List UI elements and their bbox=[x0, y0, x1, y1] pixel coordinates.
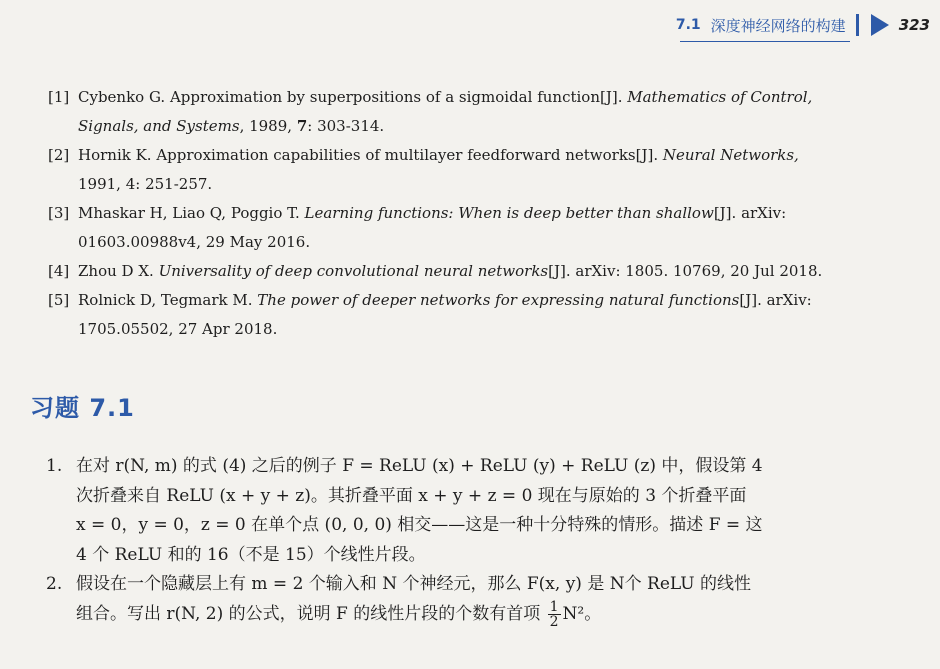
ref-text: Mhaskar H, Liao Q, Poggio T. bbox=[78, 204, 305, 222]
ref-title: Universality of deep convolutional neural networks bbox=[158, 262, 549, 280]
reference-number: [5] bbox=[48, 291, 70, 309]
ref-journal: Neural Networks, bbox=[662, 146, 799, 164]
problem-item bbox=[46, 452, 896, 570]
reference-number: [3] bbox=[48, 204, 70, 222]
ref-journal: Mathematics of Control, bbox=[627, 88, 813, 106]
ref-text: : 303-314. bbox=[307, 117, 385, 135]
header-arrow-icon bbox=[871, 14, 889, 36]
ref-text: [J]. arXiv: bbox=[739, 291, 812, 309]
page-number: 323 bbox=[898, 16, 930, 34]
problem-item bbox=[46, 570, 896, 629]
header-bar bbox=[856, 14, 859, 36]
problem-text: 在对 r(N, m) 的式 (4) 之后的例子 F = ReLU (x) + ReLU (y) + ReLU (z) 中，假设第 4 bbox=[76, 456, 763, 476]
reference-item bbox=[48, 199, 908, 257]
fraction-numerator: 1 bbox=[549, 598, 559, 615]
ref-journal: Signals, and Systems bbox=[78, 117, 240, 135]
problem-text: 4 个 ReLU 和的 16（不是 15）个线性片段。 bbox=[76, 544, 426, 565]
problem-number: 1. bbox=[46, 456, 63, 476]
reference-item bbox=[48, 141, 908, 199]
reference-number: [4] bbox=[48, 262, 70, 280]
ref-text: Cybenko G. Approximation by superpositions of a sigmoidal function[J]. bbox=[78, 88, 628, 106]
reference-number: [1] bbox=[48, 88, 70, 106]
problem-text: 次折叠来自 ReLU (x + y + z)。其折叠平面 x + y + z = 0 现在与原始的 3 个折叠平面 bbox=[76, 485, 747, 506]
reference-item bbox=[48, 83, 908, 141]
ref-title: Learning functions: When is deep better than shallow bbox=[304, 204, 714, 222]
header-rule bbox=[680, 41, 850, 42]
problem-text: 假设在一个隐藏层上有 m = 2 个输入和 N 个神经元，那么 F(x, y) 是 N个 ReLU 的线性 bbox=[76, 574, 751, 594]
problem-text: N²。 bbox=[562, 603, 602, 624]
ref-text: Zhou D X. bbox=[78, 262, 159, 280]
ref-volume: 7 bbox=[296, 117, 308, 135]
problem-text: x = 0，y = 0，z = 0 在单个点 (0, 0, 0) 相交——这是一种十分特殊的情形。描述 F = 这 bbox=[76, 515, 763, 535]
fraction bbox=[548, 600, 561, 629]
problem-list bbox=[46, 452, 896, 629]
ref-text: Hornik K. Approximation capabilities of multilayer feedforward networks[J]. bbox=[78, 146, 663, 164]
ref-continuation bbox=[48, 112, 908, 141]
running-header bbox=[0, 10, 930, 40]
reference-number: [2] bbox=[48, 146, 70, 164]
section-title: 深度神经网络的构建 bbox=[710, 16, 846, 35]
reference-list bbox=[48, 83, 908, 344]
problem-text: 组合。写出 r(N, 2) 的公式，说明 F 的线性片段的个数有首项 bbox=[76, 603, 541, 624]
exercises-heading: 习题 7.1 bbox=[30, 394, 135, 422]
ref-text: [J]. arXiv: bbox=[713, 204, 787, 222]
problem-text-line bbox=[46, 600, 896, 630]
section-number: 7.1 bbox=[675, 17, 701, 33]
ref-title: The power of deeper networks for expressing natural functions bbox=[257, 291, 740, 309]
ref-continuation: 1991, 4: 251-257. bbox=[78, 175, 213, 193]
ref-text: [J]. arXiv: 1805. 10769, 20 Jul 2018. bbox=[548, 262, 823, 280]
fraction-denominator: 2 bbox=[549, 613, 559, 630]
reference-item bbox=[48, 257, 908, 286]
ref-text: Rolnick D, Tegmark M. bbox=[78, 291, 258, 309]
ref-continuation: 01603.00988v4, 29 May 2016. bbox=[78, 233, 311, 251]
ref-continuation: 1705.05502, 27 Apr 2018. bbox=[78, 320, 278, 338]
ref-text: , 1989, bbox=[239, 117, 297, 135]
reference-item bbox=[48, 286, 908, 344]
problem-number: 2. bbox=[46, 574, 63, 594]
